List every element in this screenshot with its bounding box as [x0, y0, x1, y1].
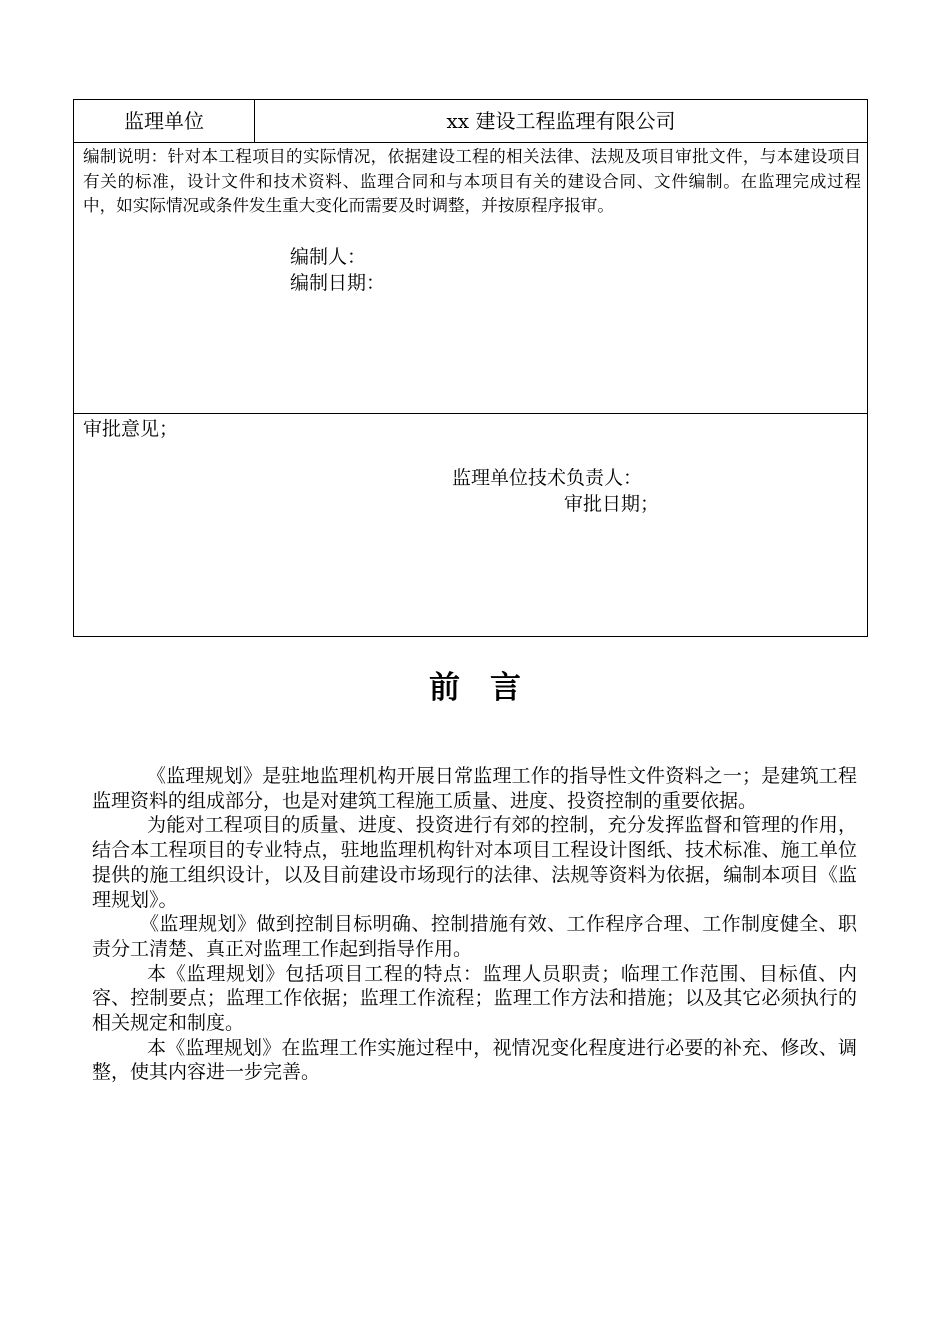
compilation-notes-row [74, 143, 867, 414]
technical-lead-label: 监理单位技术负责人： [452, 467, 643, 489]
compile-date-label: 编制日期： [290, 272, 386, 294]
preface-paragraph: 为能对工程项目的质量、进度、投资进行有郊的控制，充分发挥监督和管理的作用，结合本工程项目的专业特点，驻地监理机构针对本项目工程设计图纸、技术标准、施工单位提供的施工组织设计，以及目前建设市场现行的法律、法规等资料为依据，编制本项目《监理规划》。 [92, 814, 857, 911]
supervision-unit-value: xx 建设工程监理有限公司 [446, 109, 676, 133]
approval-form-table [73, 99, 868, 637]
preface-paragraph: 《监理规划》做到控制目标明确、控制措施有效、工作程序合理、工作制度健全、职责分工清楚、真正对监理工作起到指导作用。 [92, 913, 857, 960]
compiler-label: 编制人： [290, 246, 367, 268]
approval-opinion-row [74, 414, 867, 636]
supervision-unit-row [74, 100, 867, 143]
approval-opinion-label: 审批意见； [83, 418, 179, 440]
preface-paragraph: 本《监理规划》在监理工作实施过程中，视情况变化程度进行必要的补充、修改、调整，使其内容进一步完善。 [92, 1036, 857, 1084]
preface-paragraph: 本《监理规划》包括项目工程的特点：监理人员职责；临理工作范围、目标值、内容、控制要点；监理工作依据；监理工作流程；监理工作方法和措施；以及其它必须执行的相关规定和制度。 [92, 962, 857, 1035]
supervision-unit-label: 监理单位 [74, 100, 255, 142]
approval-date-label: 审批日期； [564, 493, 660, 515]
preface-heading: 前言 [429, 670, 551, 706]
preface-paragraph: 《监理规划》是驻地监理机构开展日常监理工作的指导性文件资料之一；是建筑工程监理资料的组成部分，也是对建筑工程施工质量、进度、投资控制的重要依据。 [92, 765, 857, 812]
compilation-notes-text: 编制说明：针对本工程项目的实际情况，依据建设工程的相关法律、法规及项目审批文件，与本建设项目有关的标准，设计文件和技术资料、监理合同和与本项目有关的建设合同、文件编制。在监理完成过程中，如实际情况或条件发生重大变化而需要及时调整，并按原程序报审。 [83, 147, 861, 215]
preface-body [92, 764, 857, 1085]
